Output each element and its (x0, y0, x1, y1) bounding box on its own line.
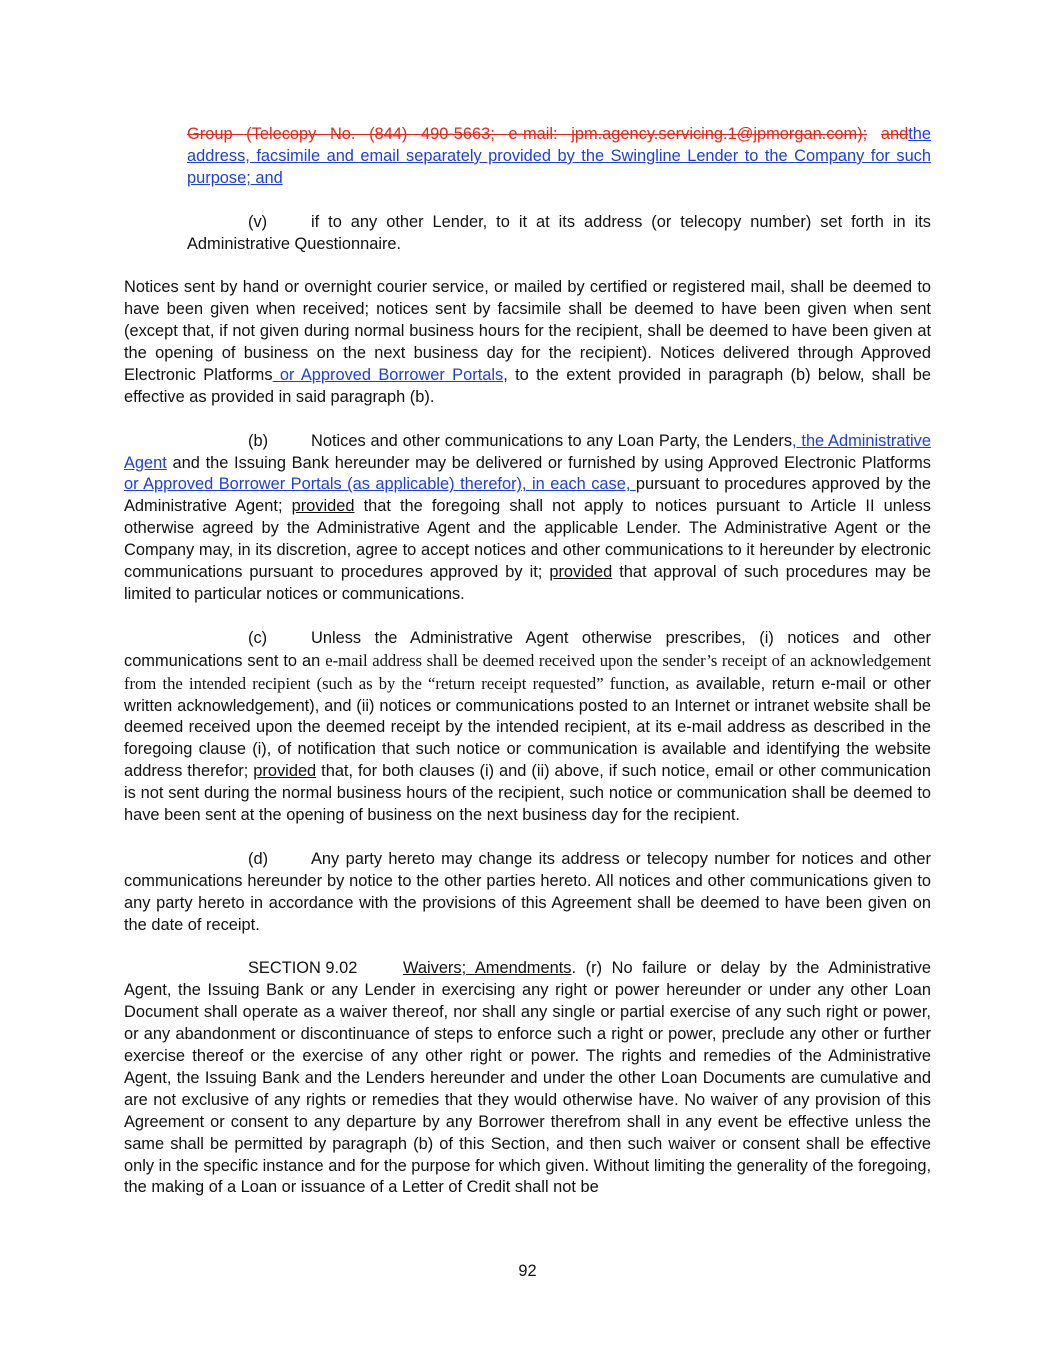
paragraph-b-inserted-2: or Approved Borrower Portals (as applicable) therefor), in each case, (124, 475, 636, 494)
paragraph-b-text-4: that the foregoing shall not apply to notices pursuant to Article II unless otherwise agreed by the Administrative Agent and the applicable Lender. The Administrative Agent or the Company may, in its discretion, agree to accept notices and other communications to it hereunder by electronic communications pursuant to procedures approved by it; (124, 497, 932, 582)
notices-text-before: Notices sent by hand or overnight courier service, or mailed by certified or registered mail, shall be deemed to have been given when received; notices sent by facsimile shall be deemed to have been given when sent (except that, if not given during normal business hours for the recipient, shall be deemed to have been given at the opening of business on the next business day for the recipient). Notices delivered through Approved Electronic Platforms (124, 278, 931, 384)
section-9-02-text: . (r) No failure or delay by the Administrative Agent, the Issuing Bank or any Lender in exercising any right or power hereunder or under any other Loan Document shall operate as a waiver thereof, nor shall any single or partial exercise of any such right or power, or any abandonment or discontinuance of steps to enforce such a right or power, preclude any other or further exercise thereof or the exercise of any other right or power. The rights and remedies of the Administrative Agent, the Issuing Bank and the Lenders hereunder and under the other Loan Documents are cumulative and are not exclusive of any rights or remedies that they would otherwise have. No waiver of any provision of this Agreement or consent to any departure by any Borrower therefrom shall in any event be effective unless the same shall be permitted by paragraph (b) of this Section, and then such waiver or consent shall be effective only in the specific instance and for the purpose for which given. Without limiting the generality of the foregoing, the making of a Loan or issuance of a Letter of Credit shall not be (124, 959, 931, 1197)
paragraph-b-text-1: Notices and other communications to any Loan Party, the Lenders (311, 431, 793, 450)
page-number: 92 (518, 1262, 537, 1280)
paragraph-d (124, 849, 931, 937)
paragraph-b-text-2: and the Issuing Bank hereunder may be delivered or furnished by using Approved Electronic Platforms (166, 453, 931, 472)
paragraph-b-label: (b) (248, 431, 269, 450)
notices-inserted-text: or Approved Borrower Portals (272, 365, 504, 384)
section-title: Waivers; Amendments (403, 959, 572, 978)
paragraph-b-inserted-1: , the Administrative Agent (124, 431, 931, 472)
paragraph-iv-continuation (187, 124, 931, 190)
document-page (124, 124, 931, 1199)
section-9-02-paragraph (124, 958, 931, 1199)
inserted-swingline-address-text: the address, facsimile and email separately provided by the Swingline Lender to the Company for such purpose; and (187, 125, 931, 187)
paragraph-d-label: (d) (248, 849, 269, 868)
paragraph-b-text-5: that approval of such procedures may be limited to particular notices or communications. (124, 563, 932, 603)
paragraph-v (187, 212, 931, 256)
paragraph-c-text-2: available, return e-mail or other written acknowledgement), and (ii) notices or communications posted to an Internet or intranet website shall be deemed received upon the deemed receipt by the intended recipient, at its e-mail address as described in the foregoing clause (i), of notification that such notice or communication is available and identifying the website address therefor; (124, 674, 931, 781)
deleted-and-text: and (880, 125, 909, 143)
paragraph-b (124, 431, 931, 606)
paragraph-c (124, 628, 931, 827)
paragraph-c-text-1: Unless the Administrative Agent otherwise prescribes, (i) notices and other communications sent to an (124, 628, 931, 670)
notices-text-after: , to the extent provided in paragraph (b) below, shall be effective as provided in said paragraph (b). (124, 365, 931, 406)
paragraph-c-text-3: that, for both clauses (i) and (ii) above, if such notice, email or other communication is not sent during the normal business hours of the recipient, such notice or communication shall be deemed to have been sent at the opening of business on the next business day for the recipient. (124, 762, 931, 825)
paragraph-b-provided-1: provided (291, 497, 355, 516)
paragraph-v-text: if to any other Lender, to it at its address (or telecopy number) set forth in its Administrative Questionnaire. (187, 212, 931, 253)
paragraph-c-label: (c) (248, 628, 268, 647)
paragraph-c-provided: provided (253, 762, 317, 781)
paragraph-v-label: (v) (248, 212, 268, 231)
notices-delivery-paragraph (124, 277, 931, 408)
paragraph-c-serif-text: e-mail address shall be deemed received upon the sender’s receipt of an acknowledgement from the intended recipient (such as by the “return receipt requested” function, as (124, 650, 931, 693)
paragraph-d-text: Any party hereto may change its address or telecopy number for notices and other communications hereunder by notice to the other parties hereto. All notices and other communications given to any party hereto in accordance with the provisions of this Agreement shall be deemed to have been given on the date of receipt. (124, 849, 931, 934)
paragraph-b-text-3: pursuant to procedures approved by the Administrative Agent; (124, 475, 931, 516)
deleted-address-text: Group (Telecopy No. (844) 490-5663; e-mail: jpm.agency.servicing.1@jpmorgan.com); (187, 125, 868, 143)
paragraph-b-provided-2: provided (549, 563, 613, 582)
section-number: SECTION 9.02 (248, 959, 358, 978)
